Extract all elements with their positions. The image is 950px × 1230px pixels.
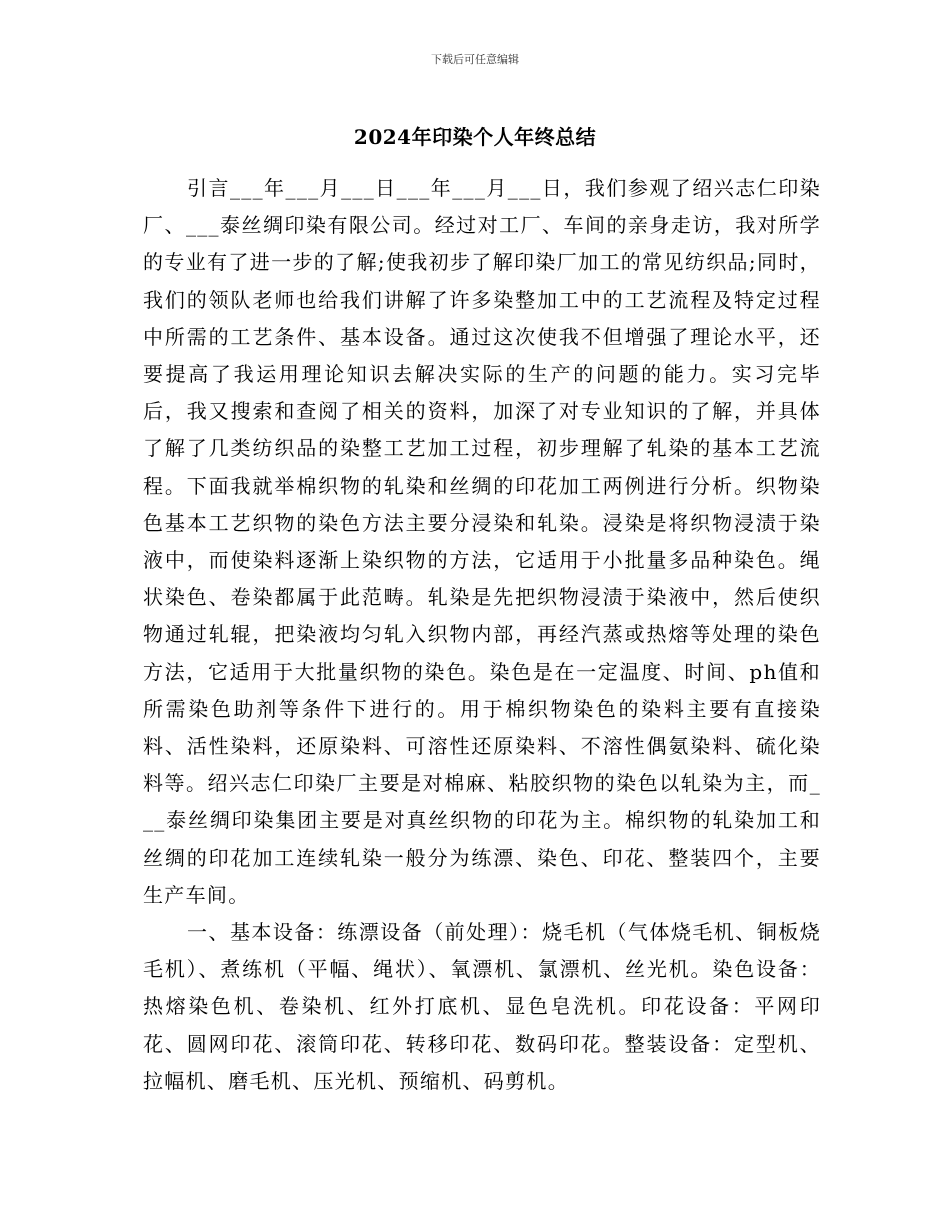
body-paragraph-intro: 引言___年___月___日___年___月___日，我们参观了绍兴志仁印染厂、___泰丝绸印染有限公司。经过对工厂、车间的亲身走访，我对所学的专业有了进一步的了解;使我初步了解印染厂加工的常见纺织品;同时，我们的领队老师也给我们讲解了许多染整加工中的工艺流程及特定过程中所需的工艺条件、基本设备。通过这次使我不但增强了理论水平，还要提高了我运用理论知识去解决实际的生产的问题的能力。实习完毕后，我又搜索和查阅了相关的资料，加深了对专业知识的了解，并具体了解了几类纺织品的染整工艺加工过程，初步理解了轧染的基本工艺流程。下面我就举棉织物的轧染和丝绸的印花加工两例进行分析。织物染色基本工艺织物的染色方法主要分浸染和轧染。浸染是将织物浸渍于染液中，而使染料逐渐上染织物的方法，它适用于小批量多品种染色。绳状染色、卷染都属于此范畴。轧染是先把织物浸渍于染液中，然后使织物通过轧辊，把染液均匀轧入织物内部，再经汽蒸或热熔等处理的染色方法，它适用于大批量织物的染色。染色是在一定温度、时间、ph值和所需染色助剂等条件下进行的。用于棉织物染色的染料主要有直接染料、活性染料，还原染料、可溶性还原染料、不溶性偶氨染料、硫化染料等。绍兴志仁印染厂主要是对棉麻、粘胶织物的染色以轧染为主，而___泰丝绸印染集团主要是对真丝织物的印花为主。棉织物的轧染加工和丝绸的印花加工连续轧染一般分为练漂、染色、印花、整装四个，主要生产车间。 [143,176,821,907]
document-body [143,170,821,1100]
page-header-note: 下载后可任意编辑 [431,53,519,66]
document-title: 2024年印染个人年终总结 [353,125,597,149]
body-paragraph-equipment: 一、基本设备：练漂设备（前处理）：烧毛机（气体烧毛机、铜板烧毛机）、煮练机（平幅、绳状）、氧漂机、氯漂机、丝光机。染色设备：热熔染色机、卷染机、红外打底机、显色皂洗机。印花设备：平网印花、圆网印花、滚筒印花、转移印花、数码印花。整装设备：定型机、拉幅机、磨毛机、压光机、预缩机、码剪机。 [143,920,821,1093]
